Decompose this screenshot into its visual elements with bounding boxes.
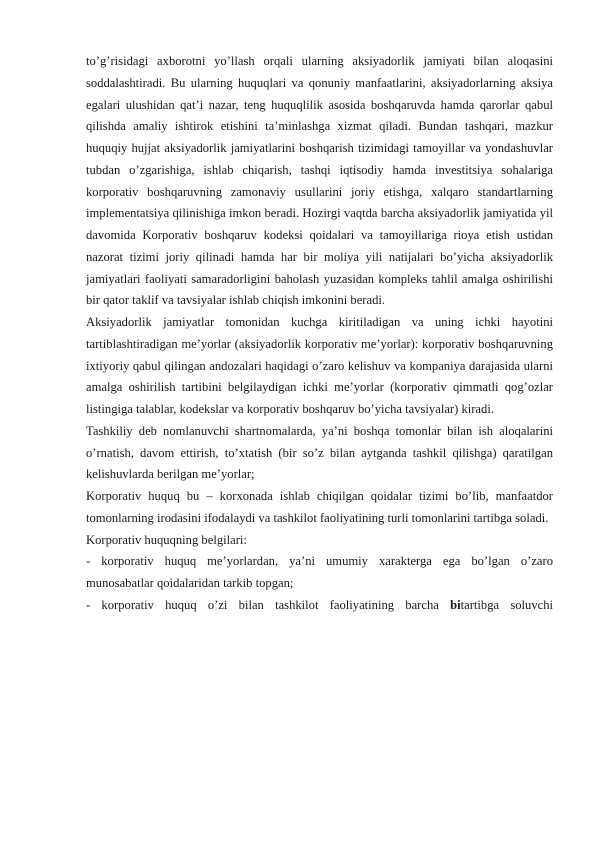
paragraph-4: Tashkiliy deb nomlanuvchi shartnomalarda, ya’ni boshqa tomonlar bilan ish aloqalarini o’rnatish, davom ettirish, to’xtatish (bir so’z bilan aytganda tashkil qilishga) qaratilgan kelishuvlarda berilgan me’yorlar; (86, 423, 553, 482)
list-item-2-text-end: tartibga soluvchi (460, 597, 554, 612)
list-item-2 (86, 595, 553, 617)
section-heading: Korporativ huquqning belgilari: (86, 532, 247, 547)
list-item-2-text-start: - korporativ huquq o’zi bilan tashkilot faoliyatining barcha (86, 597, 451, 612)
document-page (86, 51, 553, 617)
list-item-2-bold-fragment: bi (450, 597, 461, 612)
paragraph-5: Korporativ huquq bu – korxonada ishlab chiqilgan qoidalar tizimi bo’lib, manfaatdor tomonlarning irodasini ifodalaydi va tashkilot faoliyatining turli tomonlarini tartibga soladi. (86, 489, 553, 525)
list-item-1: - korporativ huquq me’yorlardan, ya’ni umumiy xarakterga ega bo’lgan o’zaro munosabatlar qoidalaridan tarkib topgan; (86, 554, 553, 590)
paragraph-3: Aksiyadorlik jamiyatlar tomonidan kuchga kiritiladigan va uning ichki hayotini tartiblashtiradigan me’yorlar (aksiyadorlik korporativ me’yorlar): korporativ boshqaruvning ixtiyoriy qabul qilingan andozalari haqidagi o’zaro kelishuv va kompaniya darajasida ularni amalga oshirilish tartibini belgilaydigan ichki me’yorlar (korporativ qimmatli qog’ozlar listingiga talablar, kodekslar va korporativ boshqaruv bo’yicha tavsiyalar) kiradi. (86, 315, 553, 416)
paragraph-1: to’g’risidagi axborotni yo’llash orqali ularning aksiyadorlik jamiyati bilan aloqasini (86, 54, 553, 68)
paragraph-2: soddalashtiradi. Bu ularning huquqlari va qonuniy manfaatlarini, aksiyadorlarning aksiya egalari ulushidan qat’i nazar, teng huquqlilik asosida boshqaruvda hamda qarorlar qabul qilishda amaliy ishtirok etishini ta’minlashga xizmat qiladi. Bundan tashqari, mazkur huquqiy hujjat aksiyadorlik jamiyatlarini boshqarish tizimidagi tamoyillar va yondashuvlar tubdan o’zgarishiga, ishlab chiqarish, tashqi iqtisodiy hamda investitsiya sohalariga korporativ boshqaruvning zamonaviy usullarini joriy etishga, xalqaro standartlarning implementatsiya qilinishiga imkon beradi. Hozirgi vaqtda barcha aksiyadorlik jamiyatida yil davomida Korporativ boshqaruv kodeksi qoidalari va tamoyillariga rioya etish ustidan nazorat tizimi joriy qilinadi hamda har bir moliya yili natijalari bo’yicha aksiyadorlik jamiyatlari faoliyati samaradorligini baholash yuzasidan kompleks tahlil amalga oshirilishi bir qator taklif va tavsiyalar ishlab chiqish imkonini beradi. (86, 75, 553, 308)
